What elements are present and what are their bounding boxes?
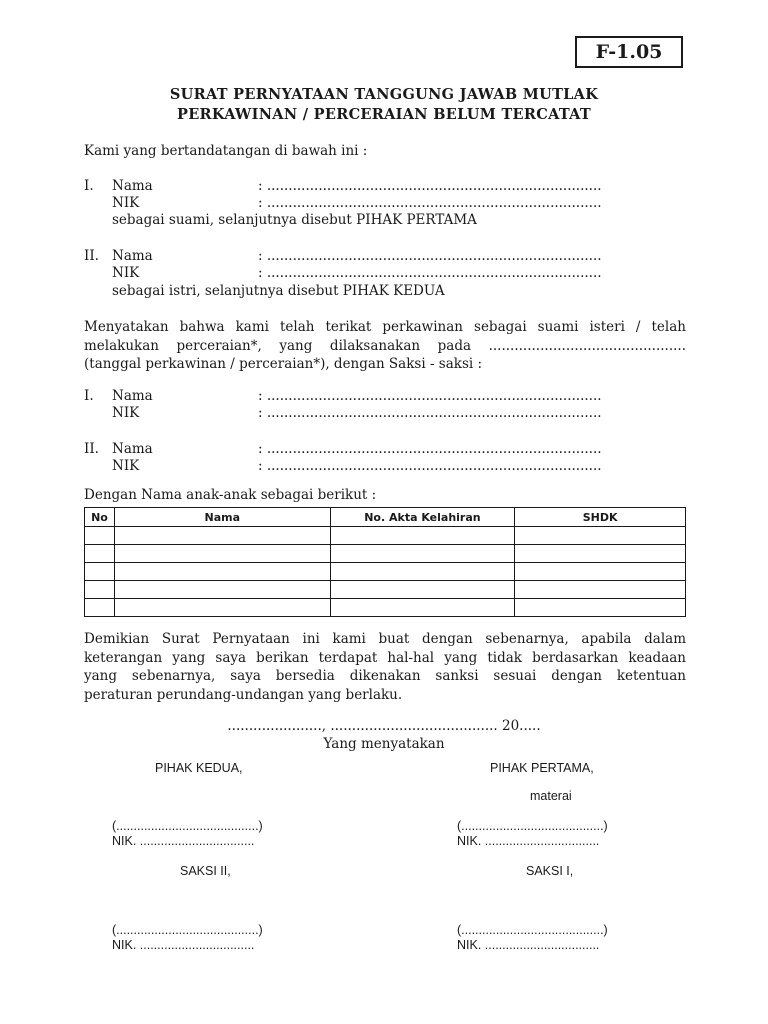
children-intro: Dengan Nama anak-anak sebagai berikut : (84, 487, 377, 503)
statement-line3: (tanggal perkawinan / perceraian*), dengan Saksi - saksi : (84, 356, 483, 372)
pihak-pertama-label: PIHAK PERTAMA, (490, 761, 594, 775)
party1-nik-field[interactable]: : .............................................................................. (258, 195, 602, 211)
party2-nik-field[interactable]: : .............................................................................. (258, 265, 602, 281)
witness2-nama-field[interactable]: : .............................................................................. (258, 441, 602, 457)
table-row (85, 581, 686, 599)
table-cell[interactable] (114, 581, 330, 599)
witness2-nama-label: Nama (112, 441, 153, 457)
table-cell[interactable] (114, 527, 330, 545)
pihak-pertama-nik[interactable]: NIK. ................................. (457, 834, 600, 848)
closing-line4: peraturan perundang-undangan yang berlaku. (84, 686, 403, 703)
statement-line1: Menyatakan bahwa kami telah terikat perkawinan sebagai suami isteri / telah (84, 319, 686, 335)
pihak-pertama-signature[interactable]: (.........................................) (457, 819, 608, 833)
header-nama: Nama (114, 508, 330, 527)
document-title-line1: SURAT PERNYATAAN TANGGUNG JAWAB MUTLAK (169, 86, 599, 103)
party2-nik-label: NIK (112, 265, 140, 281)
party1-note: sebagai suami, selanjutnya disebut PIHAK PERTAMA (112, 212, 477, 228)
form-code-box (575, 36, 683, 68)
yang-menyatakan: Yang menyatakan (323, 736, 445, 752)
witness2-nik-label: NIK (112, 458, 140, 474)
witness1-nik-field[interactable]: : .............................................................................. (258, 405, 602, 421)
materai-label: materai (530, 789, 572, 803)
form-code: F-1.05 (595, 41, 663, 63)
table-cell[interactable] (85, 599, 115, 617)
party2-number: II. (84, 248, 99, 264)
saksi2-signature[interactable]: (.........................................) (112, 923, 263, 937)
table-row (85, 545, 686, 563)
table-cell[interactable] (515, 545, 686, 563)
witness1-nama-label: Nama (112, 388, 153, 404)
saksi2-label: SAKSI II, (180, 864, 231, 878)
intro-text: Kami yang bertandatangan di bawah ini : (84, 143, 368, 159)
table-cell[interactable] (85, 545, 115, 563)
closing-line3: yang sebenarnya, saya bersedia dikenakan sanksi sesuai dengan ketentuan (84, 668, 686, 684)
document-title-line2: PERKAWINAN / PERCERAIAN BELUM TERCATAT (177, 106, 591, 123)
table-cell[interactable] (330, 563, 515, 581)
header-akta: No. Akta Kelahiran (330, 508, 515, 527)
table-row (85, 563, 686, 581)
party1-nama-field[interactable]: : .............................................................................. (258, 178, 602, 194)
closing-paragraph (84, 630, 686, 704)
saksi1-nik[interactable]: NIK. ................................. (457, 938, 600, 952)
saksi1-label: SAKSI I, (526, 864, 574, 878)
party2-nama-field[interactable]: : .............................................................................. (258, 248, 602, 264)
party1-number: I. (84, 178, 94, 194)
header-no: No (85, 508, 115, 527)
party2-nama-label: Nama (112, 248, 153, 264)
saksi2-nik[interactable]: NIK. ................................. (112, 938, 255, 952)
closing-line1: Demikian Surat Pernyataan ini kami buat dengan sebenarnya, apabila dalam (84, 631, 686, 647)
table-row (85, 599, 686, 617)
table-cell[interactable] (85, 581, 115, 599)
table-row (85, 527, 686, 545)
party1-nik-label: NIK (112, 195, 140, 211)
witness2-nik-field[interactable]: : .............................................................................. (258, 458, 602, 474)
statement-paragraph (84, 318, 686, 374)
party2-note: sebagai istri, selanjutnya disebut PIHAK KEDUA (112, 283, 445, 299)
header-shdk: SHDK (515, 508, 686, 527)
witness1-nik-label: NIK (112, 405, 140, 421)
statement-line2: melakukan perceraian*, yang dilaksanakan pada .............................................. (84, 337, 686, 354)
saksi1-signature[interactable]: (.........................................) (457, 923, 608, 937)
pihak-kedua-label: PIHAK KEDUA, (155, 761, 243, 775)
table-header-row (85, 508, 686, 527)
table-cell[interactable] (330, 581, 515, 599)
table-cell[interactable] (114, 599, 330, 617)
date-line[interactable]: ......................, ....................................... 20..... (227, 718, 541, 734)
witness1-nama-field[interactable]: : .............................................................................. (258, 388, 602, 404)
table-cell[interactable] (85, 527, 115, 545)
table-cell[interactable] (330, 599, 515, 617)
pihak-kedua-nik[interactable]: NIK. ................................. (112, 834, 255, 848)
table-cell[interactable] (515, 581, 686, 599)
witness2-number: II. (84, 441, 99, 457)
table-cell[interactable] (114, 563, 330, 581)
table-cell[interactable] (330, 527, 515, 545)
witness1-number: I. (84, 388, 94, 404)
party1-nama-label: Nama (112, 178, 153, 194)
children-table (84, 507, 686, 617)
table-cell[interactable] (515, 563, 686, 581)
table-cell[interactable] (114, 545, 330, 563)
table-cell[interactable] (515, 527, 686, 545)
table-cell[interactable] (85, 563, 115, 581)
closing-line2: keterangan yang saya berikan terdapat hal-hal yang tidak berdasarkan keadaan (84, 649, 686, 666)
table-cell[interactable] (515, 599, 686, 617)
pihak-kedua-signature[interactable]: (.........................................) (112, 819, 263, 833)
table-cell[interactable] (330, 545, 515, 563)
